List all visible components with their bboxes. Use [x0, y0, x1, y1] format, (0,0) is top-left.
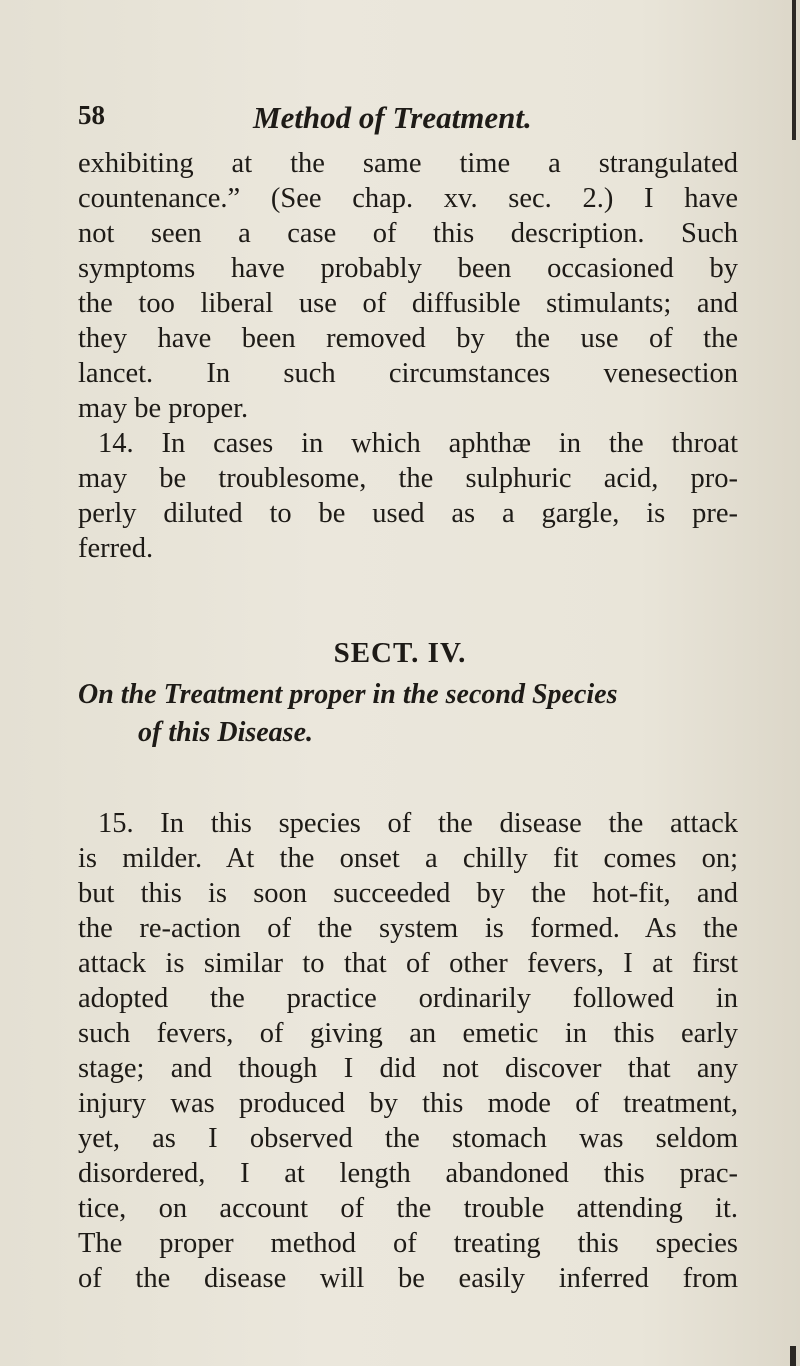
- running-title: Method of Treatment.: [253, 100, 532, 135]
- page-edge-mark: [790, 1346, 796, 1366]
- section-heading: SECT. IV.: [333, 637, 467, 669]
- text-line: stage; and though I did not discover that any: [78, 1053, 738, 1084]
- text-line: may be troublesome, the sulphuric acid, pro-: [78, 463, 738, 494]
- text-line: injury was produced by this mode of treatment,: [78, 1088, 738, 1119]
- section-subtitle-line: of this Disease.: [138, 717, 313, 748]
- section-subtitle: [78, 676, 758, 752]
- text-line: is milder. At the onset a chilly fit comes on;: [78, 843, 738, 874]
- paragraph-14: [78, 426, 738, 566]
- text-line: lancet. In such circumstances venesection: [78, 358, 738, 389]
- text-line: countenance.” (See chap. xv. sec. 2.) I have: [78, 183, 738, 214]
- section-subtitle-line: On the Treatment proper in the second Species: [78, 679, 618, 710]
- paragraph-15: [78, 806, 738, 1296]
- text-line: symptoms have probably been occasioned by: [78, 253, 738, 284]
- text-line: they have been removed by the use of the: [78, 323, 738, 354]
- text-line: not seen a case of this description. Such: [78, 218, 738, 249]
- text-line: the re-action of the system is formed. As the: [78, 913, 738, 944]
- text-line: such fevers, of giving an emetic in this early: [78, 1018, 738, 1049]
- text-line: attack is similar to that of other fevers, I at first: [78, 948, 738, 979]
- running-head: [78, 100, 738, 140]
- text-line: perly diluted to be used as a gargle, is pre-: [78, 498, 738, 529]
- paragraph-continuation: [78, 146, 738, 426]
- text-line: 14. In cases in which aphthæ in the throat: [98, 428, 738, 459]
- text-line: tice, on account of the trouble attending it.: [78, 1193, 738, 1224]
- text-line: may be proper.: [78, 393, 249, 424]
- page-number: 58: [78, 100, 105, 130]
- text-line: 15. In this species of the disease the attack: [98, 808, 738, 839]
- text-line: yet, as I observed the stomach was seldom: [78, 1123, 738, 1154]
- text-line: the too liberal use of diffusible stimulants; and: [78, 288, 738, 319]
- page-edge-mark: [792, 0, 796, 140]
- text-line: ferred.: [78, 533, 154, 564]
- text-line: of the disease will be easily inferred from: [78, 1263, 738, 1294]
- text-line: disordered, I at length abandoned this prac-: [78, 1158, 738, 1189]
- text-line: The proper method of treating this species: [78, 1228, 738, 1259]
- text-line: adopted the practice ordinarily followed in: [78, 983, 738, 1014]
- text-line: exhibiting at the same time a strangulated: [78, 148, 738, 179]
- text-line: but this is soon succeeded by the hot-fit, and: [78, 878, 738, 909]
